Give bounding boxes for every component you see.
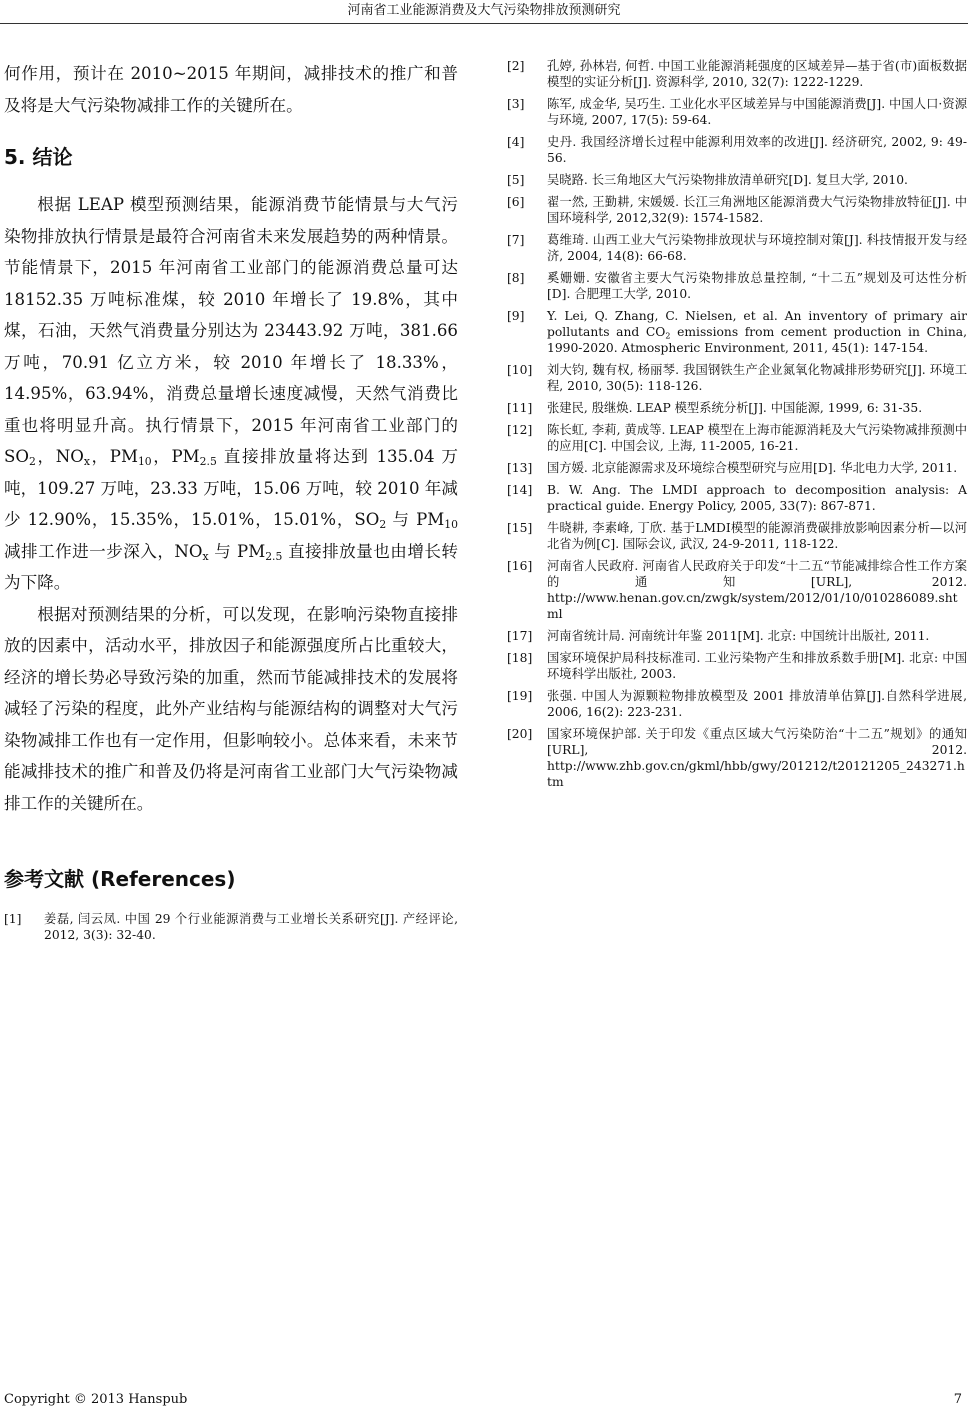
reference-text: 陈军, 成金华, 吴巧生. 工业化水平区域差异与中国能源消费[J]. 中国人口·资源与环境, 2007, 17(5): 59-64. (547, 97, 967, 127)
reference-number: [2] (507, 59, 525, 73)
reference-text: 国方媛. 北京能源需求及环境综合模型研究与应用[D]. 华北电力大学, 2011. (547, 461, 958, 475)
reference-text: 刘大钧, 魏有权, 杨丽琴. 我国钢铁生产企业氮氧化物减排形势研究[J]. 环境工程, 2010, 30(5): 118-126. (547, 363, 967, 393)
reference-number: [9] (507, 309, 525, 323)
reference-number: [6] (507, 195, 525, 209)
reference-number: [11] (507, 401, 533, 415)
reference-number: [18] (507, 651, 533, 665)
reference-text: 河南省统计局. 河南统计年鉴 2011[M]. 北京: 中国统计出版社, 2011. (547, 629, 930, 643)
reference-item (507, 460, 967, 476)
section-title-conclusion: 5. 结论 (4, 145, 73, 169)
reference-item (507, 726, 967, 790)
reference-item (507, 96, 967, 128)
reference-number: [3] (507, 97, 525, 111)
reference-item (4, 911, 458, 943)
reference-number: [1] (4, 912, 22, 926)
reference-text: 奚姗姗. 安徽省主要大气污染物排放总量控制, “十二五”规划及可达性分析[D]. 合肥理工大学, 2010. (547, 271, 967, 301)
reference-item (507, 650, 967, 682)
reference-item (507, 270, 967, 302)
reference-item (507, 688, 967, 720)
reference-number: [4] (507, 135, 525, 149)
reference-number: [16] (507, 559, 533, 573)
reference-text: 葛维琦. 山西工业大气污染物排放现状与环境控制对策[J]. 科技情报开发与经济, 2004, 14(8): 66-68. (547, 233, 967, 263)
reference-text: 河南省人民政府. 河南省人民政府关于印发“十二五“节能减排综合性工作方案的通知[URL], 2012. http://www.henan.gov.cn/zwgk/system/2012/01/10/010286089.shtml (547, 559, 967, 621)
reference-text: B. W. Ang. The LMDI approach to decomposition analysis: A practical guide. Energy Policy, 2005, 33(7): 867-871. (547, 483, 967, 513)
reference-item (507, 362, 967, 394)
reference-item (507, 232, 967, 264)
reference-text: 国家环境保护局科技标准司. 工业污染物产生和排放系数手册[M]. 北京: 中国环境科学出版社, 2003. (547, 651, 967, 681)
reference-number: [5] (507, 173, 525, 187)
reference-text: 翟一然, 王勤耕, 宋媛媛. 长江三角洲地区能源消费大气污染物排放特征[J]. 中国环境科学, 2012,32(9): 1574-1582. (547, 195, 967, 225)
paragraph-conclusion-1: 根据 LEAP 模型预测结果，能源消费节能情景与大气污染物排放执行情景是最符合河南省未来发展趋势的两种情景。节能情景下，2015 年河南省工业部门的能源消费总量可达 18152.35 万吨标准煤，较 2010 年增长了 19.8%，其中煤，石油，天然气消费量分别达为 23443.92 万吨，381.66 万吨，70.91 亿立方米，较 2010 年增长了 18.33%，14.95%，63.94%，消费总量增长速度减慢，天然气消费比重也将明显升高。执行情景下，2015 年河南省工业部门的 $SO_2$，$NO_x$，$PM_{10}$，$PM_{2.5}$ 直接排放量将达到 135.04 万吨，109.27 万吨，23.33 万吨，15.06 万吨，较 2010 年减少 12.90%，15.35%，15.01%，15.01%，$SO_2$ 与 $PM_{10}$ 减排工作进一步深入，$NO_x$ 与 $PM_{2.5}$ 直接排放量也由增长转为下降。 (4, 195, 459, 592)
reference-text: 牛晓耕, 李素峰, 丁欣. 基于LMDI模型的能源消费碳排放影响因素分析—以河北省为例[C]. 国际会议, 武汉, 24-9-2011, 118-122. (547, 521, 967, 551)
left-column (4, 58, 458, 949)
reference-text: 孔婷, 孙林岩, 何哲. 中国工业能源消耗强度的区域差异—基于省(市)面板数据模型的实证分析[J]. 资源科学, 2010, 32(7): 1222-1229. (547, 59, 967, 89)
reference-item (507, 134, 967, 166)
reference-number: [14] (507, 483, 533, 497)
reference-number: [17] (507, 629, 533, 643)
reference-number: [20] (507, 727, 533, 741)
running-header (0, 0, 968, 24)
reference-number: [12] (507, 423, 533, 437)
reference-item (507, 558, 967, 622)
paragraph-conclusion-2: 根据对预测结果的分析，可以发现，在影响污染物直接排放的因素中，活动水平，排放因子和能源强度所占比重较大，经济的增长势必导致污染的加重，然而节能减排技术的发展将减轻了污染的程度，此外产业结构与能源结构的调整对大气污染物减排工作也有一定作用，但影响较小。总体来看，未来节能减排技术的推广和普及仍将是河南省工业部门大气污染物减排工作的关键所在。 (4, 604, 458, 813)
reference-number: [19] (507, 689, 533, 703)
reference-text: 吴晓路. 长三角地区大气污染物排放清单研究[D]. 复旦大学, 2010. (547, 173, 908, 187)
running-title: 河南省工业能源消费及大气污染物排放预测研究 (347, 3, 621, 18)
reference-item (507, 482, 967, 514)
right-column (507, 58, 967, 796)
reference-item (507, 400, 967, 416)
reference-number: [8] (507, 271, 525, 285)
paragraph-intro: 何作用，预计在 2010~2015 年期间，减排技术的推广和普及将是大气污染物减排工作的关键所在。 (4, 64, 458, 115)
reference-item (507, 172, 967, 188)
reference-item (507, 194, 967, 226)
reference-text: Y. Lei, Q. Zhang, C. Nielsen, et al. An inventory of primary air pollutants and $CO_2$ emissions from cement production in China, 1990-2020. Atmospheric Environment, 2011, 45(1): 147-154. (547, 309, 967, 355)
reference-text: 国家环境保护部. 关于印发《重点区域大气污染防治“十二五”规划》的通知[URL], 2012. http://www.zhb.gov.cn/gkml/hbb/gwy/201212/t20121205_243271.htm (547, 727, 967, 789)
reference-text: 张强. 中国人为源颗粒物排放模型及 2001 排放清单估算[J].自然科学进展, 2006, 16(2): 223-231. (547, 689, 967, 719)
reference-text: 张建民, 殷继焕. LEAP 模型系统分析[J]. 中国能源, 1999, 6: 31-35. (547, 401, 923, 415)
reference-number: [13] (507, 461, 533, 475)
reference-item (507, 422, 967, 454)
reference-text: 陈长虹, 李莉, 黄成等. LEAP 模型在上海市能源消耗及大气污染物减排预测中的应用[C]. 中国会议, 上海, 11-2005, 16-21. (547, 423, 967, 453)
reference-item (507, 520, 967, 552)
page-number: 7 (953, 1392, 962, 1407)
copyright-notice: Copyright © 2013 Hanspub (4, 1392, 188, 1407)
reference-number: [10] (507, 363, 533, 377)
reference-text: 史丹. 我国经济增长过程中能源利用效率的改进[J]. 经济研究, 2002, 9: 49-56. (547, 135, 967, 165)
reference-item (507, 628, 967, 644)
reference-number: [15] (507, 521, 533, 535)
reference-number: [7] (507, 233, 525, 247)
references-title: 参考文献 (References) (4, 867, 236, 891)
reference-item (507, 58, 967, 90)
reference-text: 姜磊, 闫云凤. 中国 29 个行业能源消费与工业增长关系研究[J]. 产经评论, 2012, 3(3): 32-40. (44, 912, 458, 942)
reference-item (507, 308, 967, 356)
